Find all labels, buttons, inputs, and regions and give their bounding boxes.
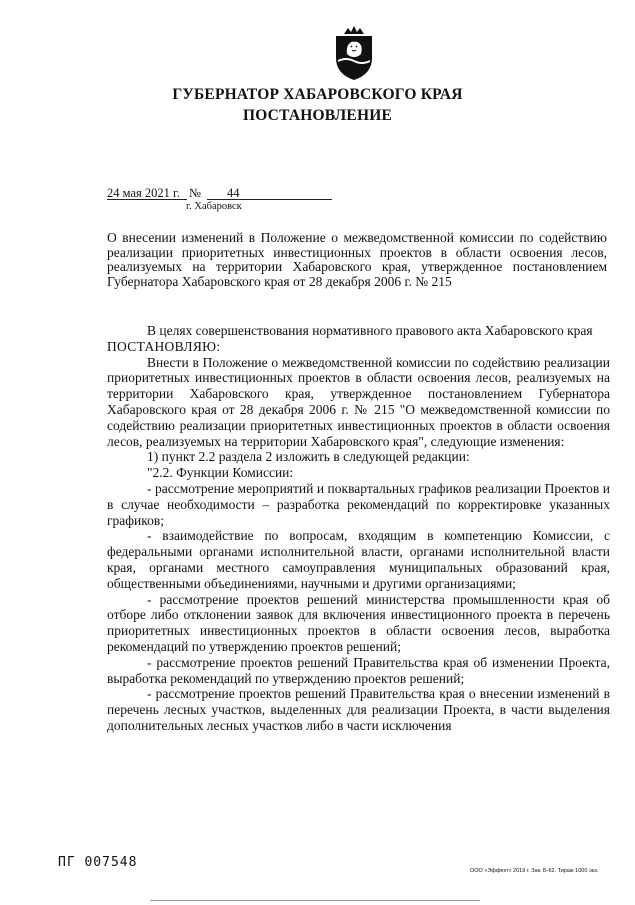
document-subject: О внесении изменений в Положение о межведомственной комиссии по содействию реализации приоритетных инвестиционных проектов в области освоения лесов, реализуемых на территории Хабаровского края, утвержденное постановлением Губернатора Хабаровского края от 28 декабря 2006 г. № 215: [107, 230, 607, 289]
body-paragraph: - рассмотрение проектов решений Правительства края о внесении изменений в перечень лесных участков, выделенных для реализации Проекта, в части выделения дополнительных лесных участков либо в части исключения: [107, 686, 610, 733]
body-paragraph: - рассмотрение проектов решений министерства промышленности края об отборе либо отклонении заявок для включения инвестиционного проекта в перечень приоритетных инвестиционных проектов в области освоения лесов, выработка рекомендаций по утверждению проектов решений;: [107, 591, 610, 654]
document-city: г. Хабаровск: [186, 201, 242, 212]
printer-imprint: ООО «Эффект» 2019 г. Зак. Б-62. Тираж 1000 экз.: [470, 868, 599, 874]
body-paragraph: - рассмотрение мероприятий и поквартальных графиков реализации Проектов и в случае необходимости – разработка рекомендаций по корректировке указанных графиков;: [107, 480, 610, 528]
document-body: [107, 323, 610, 734]
number-sign: №: [189, 186, 201, 200]
body-paragraph: 1) пункт 2.2 раздела 2 изложить в следующей редакции:: [147, 449, 470, 465]
coat-of-arms: [330, 24, 378, 82]
body-paragraph: "2.2. Функции Комиссии:: [147, 465, 294, 481]
document-type: ПОСТАНОВЛЕНИЕ: [242, 107, 393, 124]
body-paragraph: - взаимодействие по вопросам, входящим в компетенцию Комиссии, с федеральными органами исполнительной власти, органами исполнительной власти края, органами местного самоуправления муниципальных образований края, общественными объединениями, научными и другими организациями;: [107, 528, 610, 591]
form-serial-number: ПГ 007548: [58, 855, 138, 870]
khabarovsk-coat-of-arms-icon: [330, 24, 378, 82]
issuer-title: ГУБЕРНАТОР ХАБАРОВСКОГО КРАЯ: [172, 86, 463, 103]
document-number: 44: [227, 186, 240, 200]
bottom-edge-line: [150, 900, 480, 901]
body-paragraph: В целях совершенствования нормативного правового акта Хабаровского края: [147, 323, 593, 338]
body-paragraph: ПОСТАНОВЛЯЮ:: [107, 338, 221, 354]
body-paragraph: Внести в Положение о межведомственной комиссии по содействию реализации приоритетных инвестиционных проектов в области освоения лесов, реализуемых на территории Хабаровского края, утвержденное постановлением Губернатора Хабаровского края от 28 декабря 2006 г. № 215 "О межведомственной комиссии по содействию реализации приоритетных инвестиционных проектов в области освоения лесов, реализуемых на территории Хабаровского края", следующие изменения:: [107, 354, 610, 449]
number-underline: [207, 199, 332, 200]
date-number-line: [107, 185, 337, 201]
body-paragraph: - рассмотрение проектов решений Правительства края об изменении Проекта, выработка рекомендаций по утверждению проектов решений;: [107, 654, 610, 686]
date-underline: [107, 199, 187, 200]
document-date: 24 мая 2021 г.: [107, 186, 180, 200]
